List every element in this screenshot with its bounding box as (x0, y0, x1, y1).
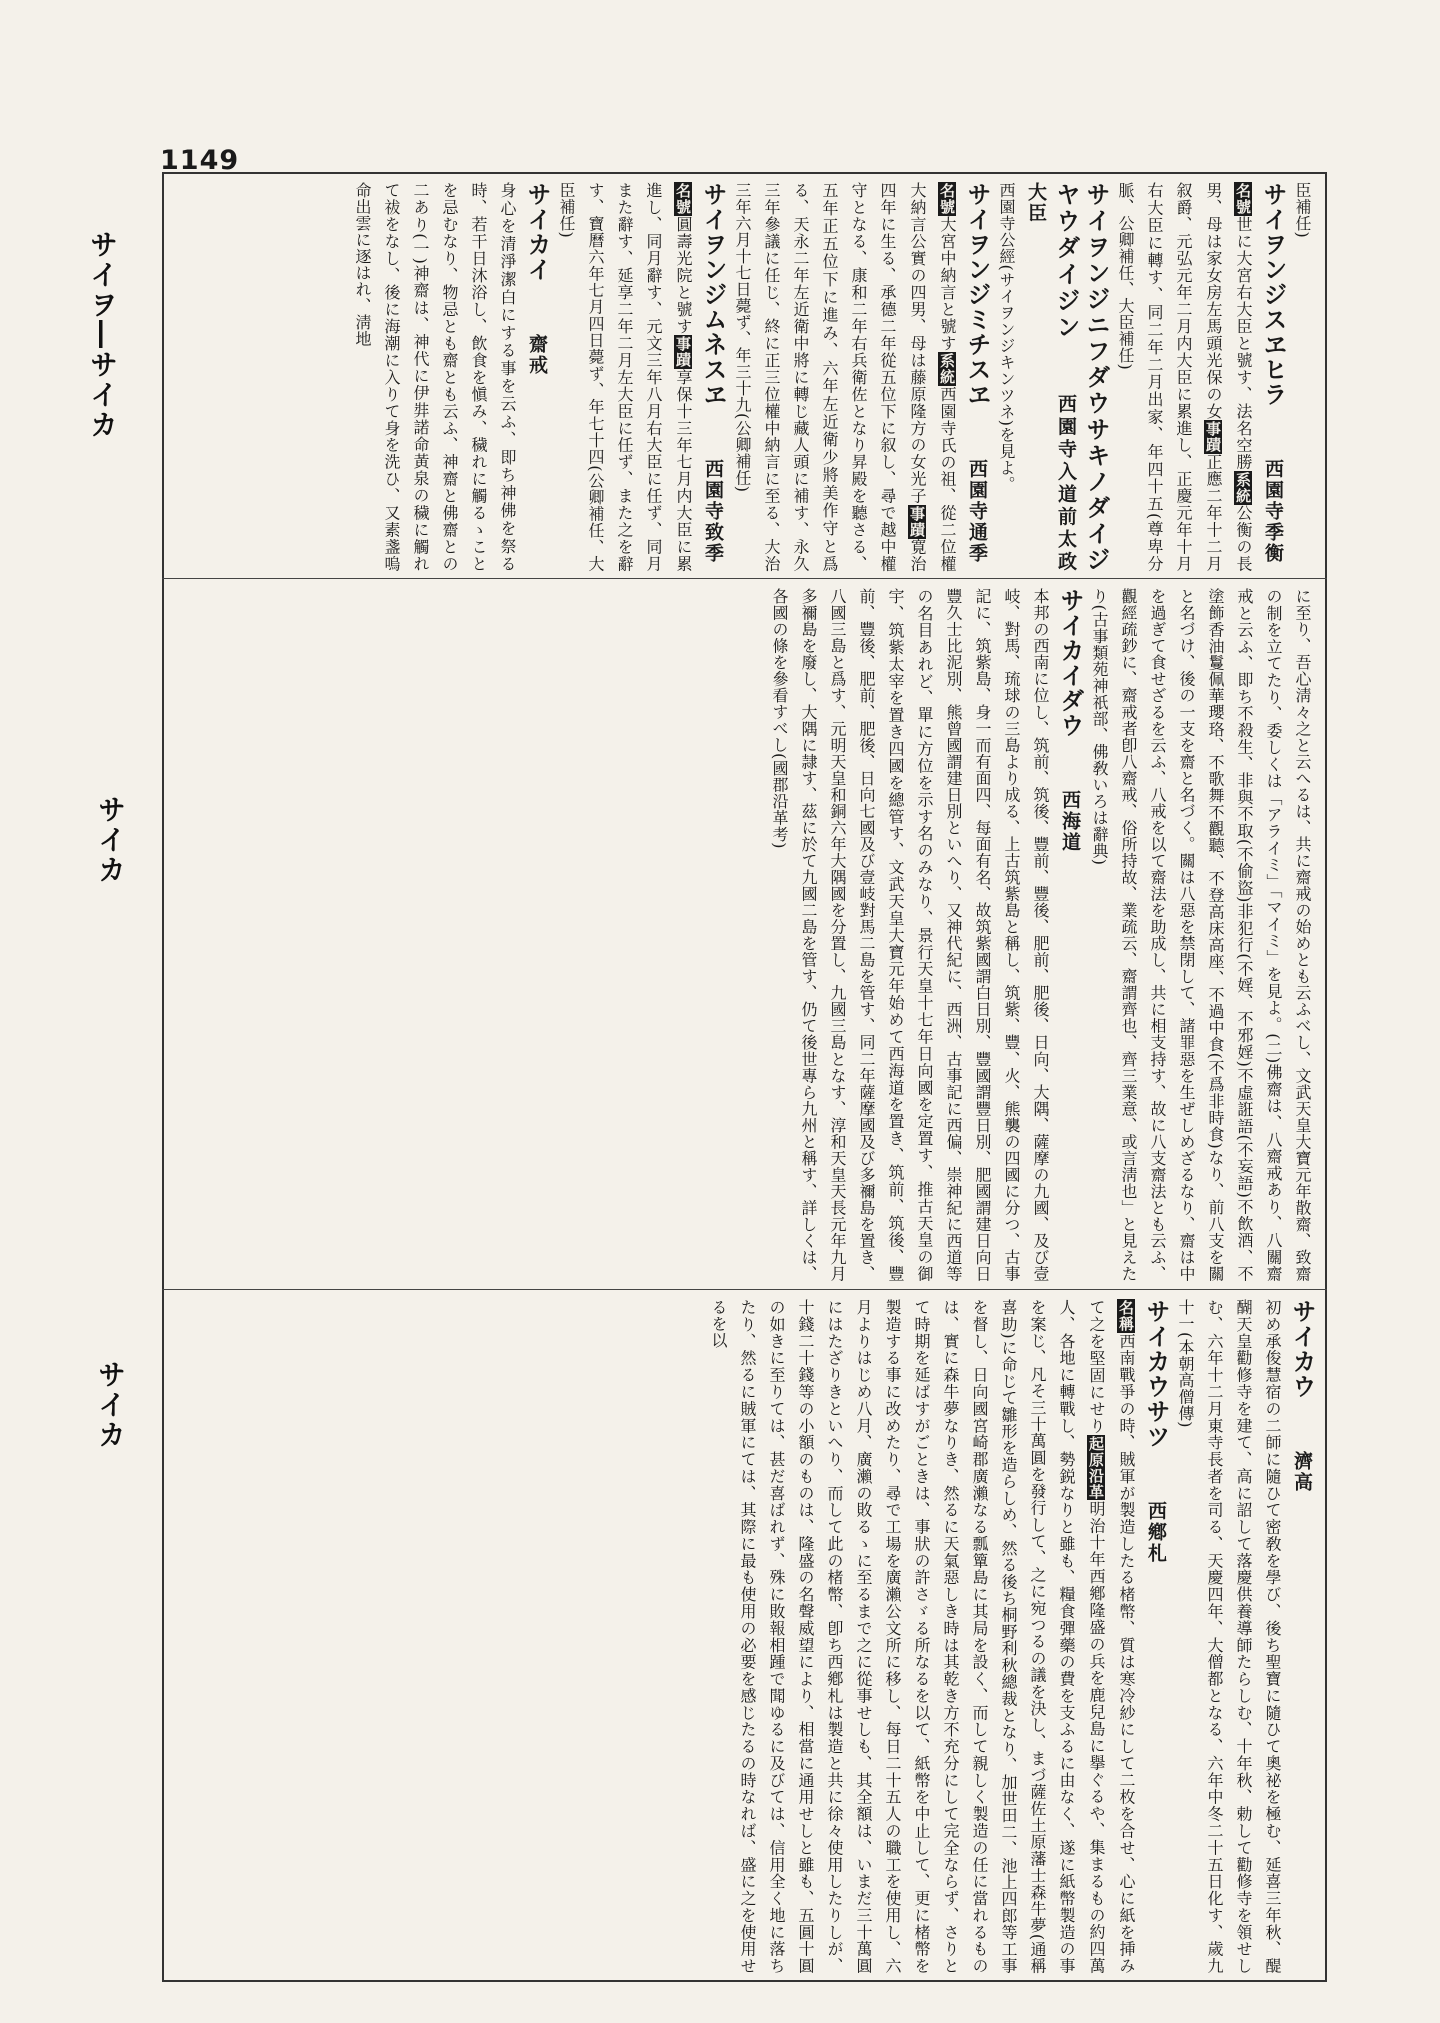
category-tag: 事蹟 (1204, 420, 1222, 453)
entry-heading: サイヲンジニフダウサキノダイジヤウダイジン (1052, 182, 1110, 572)
entry-title: 西園寺入道前太政大臣 (1025, 182, 1077, 572)
entry-title: 西海道 (1059, 789, 1081, 853)
entry-heading: サイヲンジムネスヱ (699, 182, 727, 407)
entry-continuation (1288, 182, 1317, 572)
entry-saigousatsu (704, 1299, 1171, 1974)
category-tag: 起原沿革 (1087, 1435, 1105, 1500)
entry-body: 臣補任) (1293, 182, 1312, 239)
category-tag: 名號 (674, 183, 692, 215)
entry-title: 濟高 (1291, 1450, 1313, 1493)
entry-body: 本邦の西南に位し、筑前、筑後、豐前、豐後、肥前、肥後、日向、大隅、薩摩の九國、及び壹岐、對馬、琉球の三島より成る、上古筑紫島と稱し、筑紫、豐、火、熊襲の四國に分つ、古事記に、筑紫島、身一而有面四、每面有名、故筑紫國謂白日別、豐國謂豐日別、肥國謂建日向日豐久士比泥別、熊曾國謂建日別といへり、又神代紀に、西洲、古事記に西偏、崇神紀に西道等の名目あれど、單に方位を示す名のみなり、景行天皇十七年日向國を定置す、推古天皇の御宇、筑紫太宰を置き四國を總管す、文武天皇大寶元年始めて西海道を置き、筑前、筑後、豐前、豐後、肥前、肥後、日向七國及び壹岐對馬二島を管す、同二年薩摩國及び多禰島を置き、八國三島と爲す、元明天皇和銅六年大隅國を分置し、九國三島となす、淳和天皇天長元年九月多禰島を廢し、大隅に隷す、茲に於て九國二島を管す、仍て後世專ら九州と稱す、詳しくは、各國の條を參看すべし(國郡沿革考) (770, 588, 1050, 1282)
entry-body: 初め承俊慧宿の二師に隨ひて密敎を學び、後ち聖寶に隨ひて奧祕を極む、延喜三年秋、醍醐天皇勸修寺を建て、高に詔して落慶供養導師たらしむ、十年秋、勅して勸修寺を領せしむ、六年十二月東寺長者を司る、天慶四年、大僧都となる、六年中冬二十五日化す、歲九十一(本朝高僧傳) (1176, 1299, 1282, 1974)
band-1 (172, 182, 1317, 572)
entry-heading: サイカイダウ (1056, 588, 1084, 738)
entry-body: に至り、吾心淸々之と云へるは、共に齋戒の始めとも云ふべし、文武天皇大寶元年散齋、致齋の制を立てたり、委しくは「アライミ」「マイミ」を見よ。(二)佛齋は、八齋戒あり、八關齋戒と云ふ、即ち不殺生、非與不取(不偷盜)非犯行(不婬、不邪婬)不虛誑語(不妄語)不飲酒、不塗飾香油鬘佩華瓔珞、不歌舞不觀聽、不登高床高座、不過中食(不爲非時食)なり、前八支を關と名づけ、後の一支を齋と名づく。關は八惡を禁閉して、諸罪惡を生ぜしめざるなり、齋は中を過ぎて食せざるを云ふ、八戒を以て齋法を助成し、共に相支持す、故に八支齋法とも云ふ、觀經疏鈔に、齋戒者卽八齋戒、俗所持故、業疏云、齋謂齊也、齊三業意、或言淸也」と見えたり(古事類苑神祇部、佛敎いろは辭典) (1090, 588, 1312, 1282)
category-tag: 名號 (1234, 183, 1252, 215)
entry-continuation (1085, 588, 1317, 1282)
entry-saikou (1171, 1299, 1317, 1974)
entry-title: 西園寺通季 (966, 458, 988, 564)
entry-saikaido (765, 588, 1085, 1282)
category-tag: 名號 (938, 183, 956, 215)
entry-body: 名稱西南戰爭の時、賊軍が製造したる楮幣、質は寒冷紗にして二枚を合せ、心に紙を挿みて之を堅固にせり起原沿革明治十年西鄕隆盛の兵を鹿兒島に擧ぐるや、集まるもの約四萬人、各地に轉戰し、勢鋭なりと雖も、糧食彈藥の費を支ふるに由なく、遂に紙幣製造の事を案じ、凡そ三十萬圓を發行して、之に宛つるの議を決し、まづ薩佐土原藩士森牛夢(通稱喜助)に命じて雛形を造らしめ、然る後ち桐野利秋總裁となり、加世田二、池上四郎等工事を督し、日向國宮崎郡廣瀨なる瓢簞島に其局を設く、而して親しく製造の任に當れるものは、實に森牛夢なりき、然るに天氣惡しき時は其乾き方不充分にして完全ならず、さりとて時期を延ばすがごときは、事狀の許さゞる所なるを以て、紙幣を中止して、更に楮幣を製造する事に改めたり、尋で工場を廣瀨公文所に移し、每日二十五人の職工を使用し、六月よりはじめ八月、廣瀨の敗るゝに至るまで之に從事せしも、其全額は、いまだ三十萬圓にはたざりきといへり、而して此の楮幣、卽ち西鄕札は製造と共に徐々使用したりしが、十錢二十錢等の小額のものは、隆盛の名聲威望により、相當に通用せしと雖も、五圓十圓の如きに至りては、甚だ喜ばれず、殊に敗報相踵で聞ゆるに及びては、信用全く地に落ちたり、然るに賊軍にては、其際に最も使用の必要を感じたるの時なれば、盛に之を使用せるを以 (709, 1299, 1136, 1974)
category-tag: 系統 (938, 352, 956, 385)
entry-heading: サイカウ (1288, 1299, 1316, 1399)
category-tag: 事蹟 (674, 335, 692, 368)
side-label-bottom: サイカ (94, 1360, 127, 1450)
category-tag: 事蹟 (908, 505, 926, 538)
side-label-middle: サイカ (94, 795, 127, 885)
entry-body: 身心を清淨潔白にする事を云ふ、即ち神佛を祭る時、若干日沐浴し、飲食を愼み、穢れに觸るゝことを忌むなり、物忌とも齋とも云ふ、神齋と佛齋との二あり(一)神齋は、神代に伊弉諾命黃泉の穢に觸れて祓をなし、後に海潮に入りて身を洗ひ、又素盞嗚命出雲に逐はれ、淸地 (353, 182, 517, 572)
entry-title: 西園寺季衡 (1262, 458, 1284, 564)
entry-heading: サイヲンジミチスヱ (963, 182, 991, 407)
entry-heading: サイヲンジスヱヒラ (1259, 182, 1287, 407)
entry-heading: サイカウサツ (1142, 1299, 1170, 1449)
entry-title: 齋戒 (526, 333, 548, 376)
entry-saionji-nyudo (992, 182, 1111, 572)
entry-body: 西園寺公經(サイヲンジキンツネ)を見よ。 (997, 182, 1016, 493)
side-label-top: サイヲ―サイカ (86, 230, 119, 440)
entry-saionji-suehira (1111, 182, 1288, 572)
page-number: 1149 (160, 145, 240, 176)
entry-saikai (348, 182, 552, 572)
band-3 (172, 1299, 1317, 1974)
band-divider-1 (162, 578, 1327, 579)
entry-body: 名號圓壽光院と號す事蹟享保十三年七月内大臣に累進し、同月辭す、元文三年八月右大臣に任ず、同月また辭す、延享二年二月左大臣に任ず、また之を辭す、寶曆六年七月四日薨ず、年七十四(公卿補任、大臣補任) (557, 182, 693, 572)
entry-saionji-michisue (728, 182, 992, 572)
entry-body: 名號大宮中納言と號す系統西園寺氏の祖、從二位權大納言公實の四男、母は藤原隆方の女光子事蹟寛治四年に生る、承德二年從五位下に叙し、尋で越中權守となる、康和二年右兵衛佐となり昇殿を聽さる、五年正五位下に進み、六年左近衛少將美作守と爲る、天永二年左近衛中將に轉じ藏人頭に補す、永久三年參議に任じ、終に正三位權中納言に至る、大治三年六月十七日薨ず、年三十九(公卿補任) (733, 182, 957, 572)
entry-heading: サイカイ (523, 182, 551, 282)
category-tag: 名稱 (1117, 1300, 1135, 1332)
band-2 (172, 588, 1317, 1282)
band-divider-2 (162, 1289, 1327, 1290)
entry-saionji-munesue (552, 182, 728, 572)
entry-body: 名號世に大宮右大臣と號す、法名空勝系統公衡の長男、母は家女房左馬頭光保の女事蹟正應二年十二月叙爵、元弘元年二月内大臣に累進し、正慶元年十月右大臣に轉す、同二年二月出家、年四十五(尊卑分脈、公卿補任、大臣補任) (1116, 182, 1253, 572)
category-tag: 系統 (1234, 471, 1252, 504)
entry-title: 西鄕札 (1145, 1500, 1167, 1564)
entry-title: 西園寺致季 (702, 458, 724, 564)
